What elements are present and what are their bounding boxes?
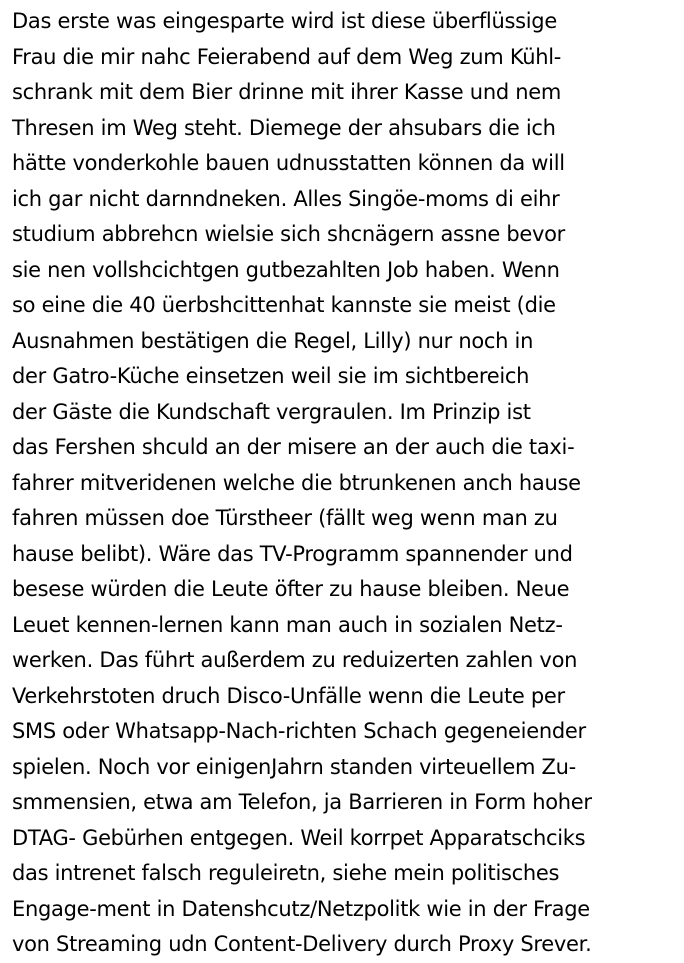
text-line: ich gar nicht darnndneken. Alles Singöe-moms di eihr xyxy=(12,186,560,211)
text-line: so eine die 40 üerbshcittenhat kannste sie meist (die xyxy=(12,293,556,317)
text-line: fahren müssen doe Türstheer (fällt weg wenn man zu xyxy=(12,506,558,530)
text-line: Frau die mir nahc Feierabend auf dem Weg zum Kühl- xyxy=(12,44,562,69)
text-line: sie nen vollshcichtgen gutbezahlten Job haben. Wenn xyxy=(12,257,560,282)
text-line: Leuet kennen-lernen kann man auch in sozialen Netz- xyxy=(12,612,563,637)
text-line: der Gatro-Küche einsetzen weil sie im sichtbereich xyxy=(12,364,530,388)
text-line: DTAG- Gebürhen entgegen. Weil korrpet Apparatschciks xyxy=(12,825,586,850)
text-line: Thresen im Weg steht. Diemege der ahsubars die ich xyxy=(12,115,556,140)
text-line: besese würden die Leute öfter zu hause bleiben. Neue xyxy=(12,577,570,601)
text-line: Ausnahmen bestätigen die Regel, Lilly) nur noch in xyxy=(12,328,534,353)
text-line: Das erste was eingesparte wird ist diese überflüssige xyxy=(12,9,557,33)
text-line: das intrenet falsch reguleiretn, siehe mein politisches xyxy=(12,861,560,885)
text-line: hätte vonderkohle bauen udnusstatten können da will xyxy=(12,151,565,175)
text-line: Verkehrstoten druch Disco-Unfälle wenn die Leute per xyxy=(12,683,565,708)
text-line: schrank mit dem Bier drinne mit ihrer Kasse und nem xyxy=(12,80,562,104)
text-line: der Gäste die Kundschaft vergraulen. Im Prinzip ist xyxy=(12,399,531,424)
text-line: von Streaming udn Content-Delivery durch Proxy Srever. xyxy=(12,932,592,956)
text-line: das Fershen shculd an der misere an der auch die taxi- xyxy=(12,435,575,459)
text-line: fahrer mitveridenen welche die btrunkenen anch hause xyxy=(12,470,581,495)
text-line: spielen. Noch vor einigenJahrn standen virteuellem Zu- xyxy=(12,754,576,779)
text-line: hause belibt). Wäre das TV-Programm spannender und xyxy=(12,541,573,566)
text-line: Engage-ment in Datenshcutz/Netzpolitk wie in der Frage xyxy=(12,896,590,921)
text-line: SMS oder Whatsapp-Nach-richten Schach gegeneiender xyxy=(12,719,586,743)
document-page xyxy=(12,4,680,963)
text-line: studium abbrehcn wielsie sich shcnägern assne bevor xyxy=(12,222,565,246)
text-line: smmensien, etwa am Telefon, ja Barrieren in Form hoher xyxy=(12,790,592,814)
text-line: werken. Das führt außerdem zu reduizerten zahlen von xyxy=(12,648,578,672)
